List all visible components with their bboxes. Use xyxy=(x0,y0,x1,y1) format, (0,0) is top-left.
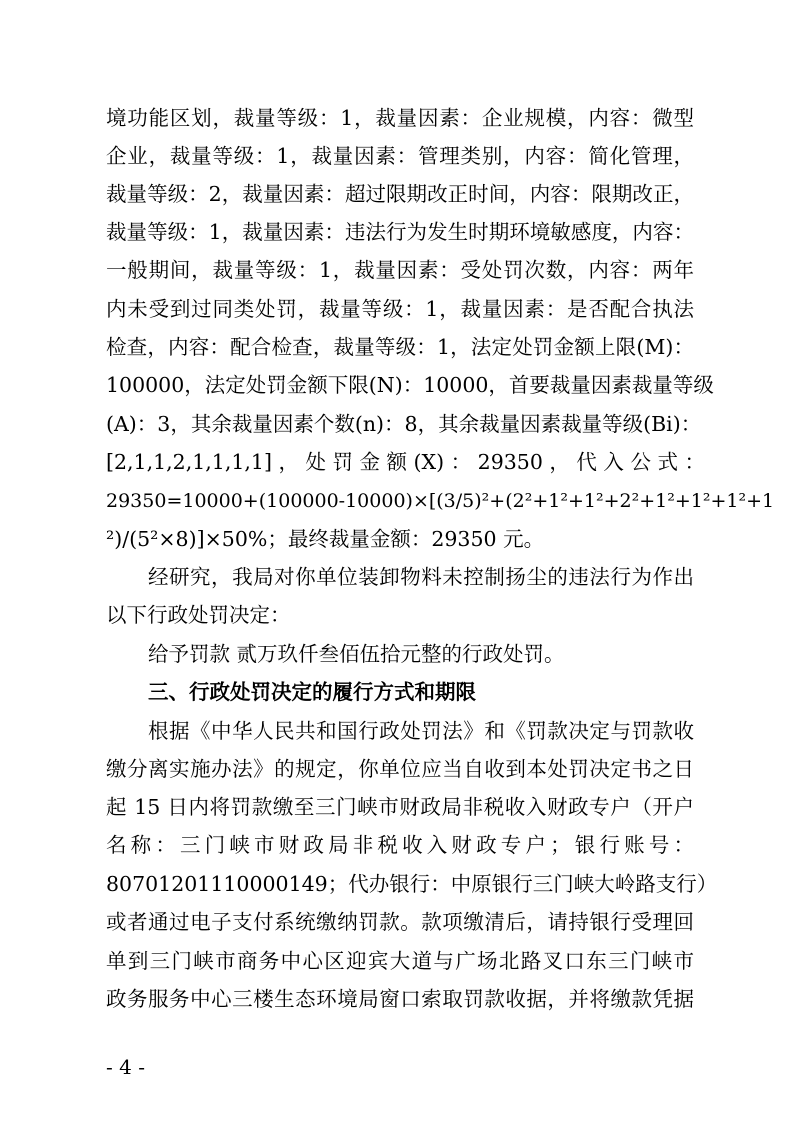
text-line: 检查，内容：配合检查，裁量等级：1，法定处罚金额上限(M)： xyxy=(106,335,694,359)
section-heading: 三、行政处罚决定的履行方式和期限 xyxy=(148,680,476,704)
text-line: 企业，裁量等级：1，裁量因素：管理类别，内容：简化管理， xyxy=(106,144,694,168)
text-line: 起 15 日内将罚款缴至三门峡市财政局非税收入财政专户（开户 xyxy=(106,795,694,819)
paragraph-payment: 根据《中华人民共和国行政处罚法》和《罚款决定与罚款收 xyxy=(148,719,694,743)
text-line: 境功能区划，裁量等级：1，裁量因素：企业规模，内容：微型 xyxy=(106,106,694,130)
text-line: 100000，法定处罚金额下限(N)：10000，首要裁量因素裁量等级 xyxy=(106,373,714,397)
text-line: (A)：3，其余裁量因素个数(n)：8，其余裁量因素裁量等级(Bi)： xyxy=(106,412,702,436)
text-line: 以下行政处罚决定： xyxy=(106,603,291,627)
text-line: 80701201110000149；代办银行：中原银行三门峡大岭路支行） xyxy=(106,872,718,896)
text-line: 缴分离实施办法》的规定，你单位应当自收到本处罚决定书之日 xyxy=(106,757,694,781)
text-line: 一般期间，裁量等级：1，裁量因素：受处罚次数，内容：两年 xyxy=(106,258,694,282)
text-line: ²)/(5²×8)]×50%；最终裁量金额：29350 元。 xyxy=(106,527,545,551)
text-line: 政务服务中心三楼生态环境局窗口索取罚款收据，并将缴款凭据 xyxy=(106,987,694,1011)
text-line: 或者通过电子支付系统缴纳罚款。款项缴清后，请持银行受理回 xyxy=(106,910,694,934)
text-line: 单到三门峡市商务中心区迎宾大道与广场北路叉口东三门峡市 xyxy=(106,949,694,973)
paragraph-decision: 经研究，我局对你单位装卸物料未控制扬尘的违法行为作出 xyxy=(148,565,694,589)
page-number: - 4 - xyxy=(106,1055,145,1079)
text-line: 裁量等级：2，裁量因素：超过限期改正时间，内容：限期改正， xyxy=(106,182,694,206)
text-line: [2,1,1,2,1,1,1,1] ， 处 罚 金 额 (X) ： 29350 ， 代 入 公 式 ： xyxy=(106,450,705,474)
penalty-statement: 给予罚款 贰万玖仟叁佰伍拾元整的行政处罚。 xyxy=(148,642,565,666)
text-line: 裁量等级：1，裁量因素：违法行为发生时期环境敏感度，内容： xyxy=(106,220,694,244)
text-line: 内未受到过同类处罚，裁量等级：1，裁量因素：是否配合执法 xyxy=(106,297,694,321)
formula-line: 29350=10000+(100000-10000)×[(3/5)²+(2²+1²+1²+2²+1²+1²+1²+1 xyxy=(106,490,775,512)
text-line: 名称：三门峡市财政局非税收入财政专户；银行账号： xyxy=(106,833,694,857)
